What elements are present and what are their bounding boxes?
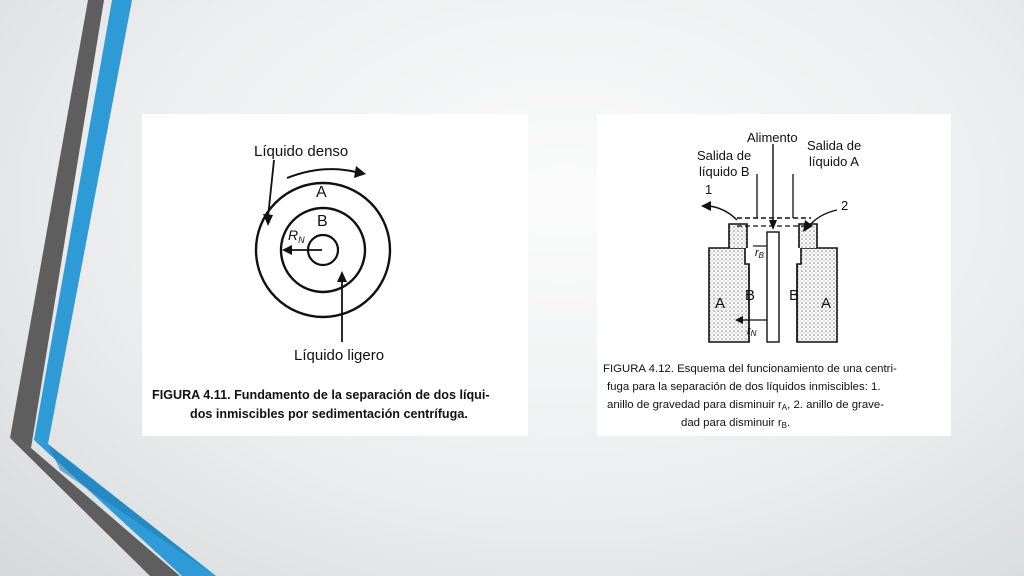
caption-line-3: anillo de gravedad para disminuir rA, 2. anillo de grave-: [607, 399, 884, 412]
dense-liquid-arrowhead: [263, 214, 273, 226]
rotation-arrow: [287, 169, 356, 178]
caption-line-1: FIGURA 4.11. Fundamento de la separación de dos líqui-: [152, 388, 490, 402]
rotation-arrowhead: [354, 166, 366, 178]
label-salida-a-2: líquido A: [809, 154, 859, 169]
figure-4-12: [597, 114, 951, 436]
rn-arrowhead: [282, 245, 292, 255]
feed-tube: [767, 232, 779, 342]
label-B-left: B: [745, 287, 756, 304]
label-B: B: [317, 213, 328, 230]
label-RN: $R_N$: [288, 227, 305, 245]
outer-circle: [256, 183, 390, 317]
label-2: 2: [841, 198, 849, 213]
label-salida-a-1: Salida de: [807, 138, 862, 153]
label-liquido-ligero: Líquido ligero: [294, 347, 385, 364]
figure-4-11: [142, 114, 528, 436]
feed-arrowhead: [769, 220, 777, 230]
label-A: A: [316, 184, 327, 201]
label-liquido-denso: Líquido denso: [254, 143, 349, 160]
label-1: 1: [705, 182, 713, 197]
caption-line-4: dad para disminuir rB.: [681, 417, 791, 430]
label-B-right: B: [789, 287, 800, 304]
label-A-right: A: [821, 295, 832, 312]
label-salida-b-1: Salida de: [697, 148, 752, 163]
label-rN: rN: [747, 325, 757, 338]
arrow-1: [709, 206, 737, 220]
caption-line-2: fuga para la separación de dos líquidos inmiscibles: 1.: [607, 381, 881, 393]
label-A-left: A: [715, 295, 726, 312]
caption-line-2: dos inmiscibles por sedimentación centrífuga.: [190, 407, 468, 421]
label-salida-b-2: líquido B: [699, 164, 750, 179]
rim-left: [729, 224, 747, 248]
label-rB: rB: [755, 247, 765, 260]
light-liquid-arrowhead: [337, 271, 347, 282]
arrow-1-head: [701, 201, 711, 211]
caption-line-1: FIGURA 4.12. Esquema del funcionamiento de una centri-: [603, 363, 897, 375]
decor-gray-lower: [10, 438, 180, 576]
label-alimento: Alimento: [747, 130, 798, 145]
